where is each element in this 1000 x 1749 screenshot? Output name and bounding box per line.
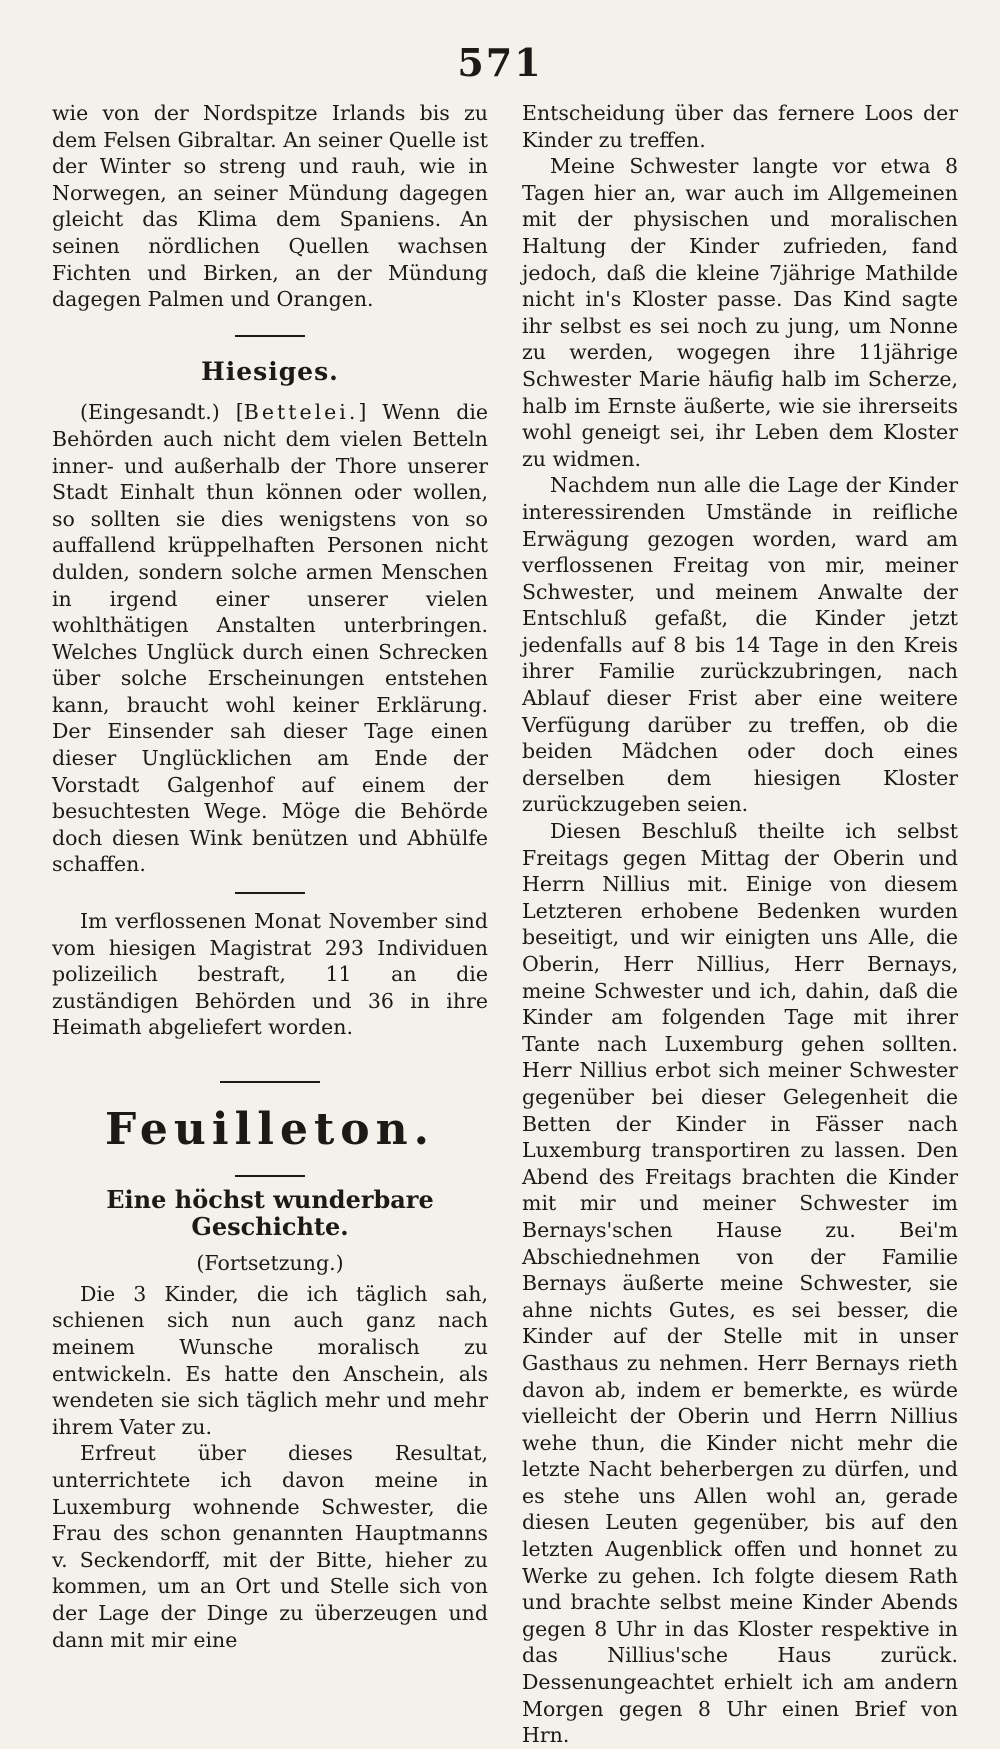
- section-divider: [220, 1081, 320, 1083]
- section-divider: [235, 1175, 305, 1177]
- police-report-paragraph: Im verflossenen Monat November sind vom hiesigen Magistrat 293 Individuen polizeilich bestraft, 11 an die zuständigen Behörden und 36 in ihre Heimath abgeliefert worden.: [52, 909, 488, 1040]
- beggary-text: ] Wenn die Behörden auch nicht dem vielen Betteln inner- und außerhalb der Thore unserer Stadt Einhalt thun können oder wollen, so sollten sie dies wenigstens von so auffallend krüppelhaften Personen nicht dulden, sondern solche armen Menschen in irgend einer unserer vielen wohlthätigen Anstalten unterbringen. Welches Unglück durch einen Schrecken über solche Erscheinungen entstehen kann, braucht wohl keiner Erklärung. Der Einsender sah dieser Tage einen dieser Unglücklichen am Ende der Vorstadt Galgenhof auf einem der besuchtesten Wege. Möge die Behörde doch diesen Wink benützen und Abhülfe schaffen.: [52, 400, 489, 877]
- section-divider: [235, 335, 305, 337]
- page-number: 571: [457, 40, 543, 85]
- beggary-lead: (Eingesandt.) [: [80, 400, 244, 425]
- local-news-heading: Hiesiges.: [201, 356, 339, 386]
- story-paragraph: Diesen Beschluß theilte ich selbst Freitags gegen Mittag der Oberin und Herrn Nillius mit. Einige von diesem Letzteren erhobene Bedenken wurden beseitigt, und wir einigten uns Alle, die Oberin, Herr Nillius, Herr Bernays, meine Schwester und ich, dahin, daß die Kinder am folgenden Tage mit ihrer Tante nach Luxemburg gehen sollten. Herr Nillius erbot sich meiner Schwester gegenüber bei dieser Gelegenheit die Betten der Kinder in Fässer nach Luxemburg transportiren zu lassen. Den Abend des Freitags brachten die Kinder mit mir und meiner Schwester im Bernays'schen Hause zu. Bei'm Abschiednehmen von der Familie Bernays äußerte meine Schwester, sie ahne nichts Gutes, es sei besser, die Kinder auf der Stelle mit in unser Gasthaus zu nehmen. Herr Bernays rieth davon ab, indem er bemerkte, es würde vielleicht der Oberin und Herrn Nillius wehe thun, die Kinder nicht mehr die letzte Nacht beherbergen zu dürfen, und es stehe uns Allen wohl an, gerade diesen Leuten gegenüber, bis auf den letzten Augenblick offen und honnet zu Werke zu gehen. Ich folgte diesem Rath und brachte selbst meine Kinder Abends gegen 8 Uhr in das Kloster respektive in das Nillius'sche Haus zurück. Dessenungeachtet erhielt ich am andern Morgen gegen 8 Uhr einen Brief von Hrn.: [522, 819, 958, 1748]
- story-paragraph: Entscheidung über das fernere Loos der Kinder zu treffen.: [522, 101, 958, 152]
- story-paragraph: Nachdem nun alle die Lage der Kinder interessirenden Umstände in reifliche Erwägung gezogen worden, ward am verflossenen Freitag von mir, meiner Schwester, und meinem Anwalte der Entschluß gefaßt, die Kinder jetzt jedenfalls auf 8 bis 14 Tage in den Kreis ihrer Familie zurückzubringen, nach Ablauf dieser Frist aber eine weitere Verfügung darüber zu treffen, ob die beiden Mädchen oder doch eines derselben dem hiesigen Kloster zurückzugeben seien.: [522, 473, 958, 817]
- story-title: Eine höchst wunderbare Geschichte.: [106, 1185, 434, 1241]
- left-column: [52, 100, 488, 1653]
- feuilleton-heading: Feuilleton.: [105, 1104, 435, 1155]
- story-paragraph: Die 3 Kinder, die ich täglich sah, schienen sich nun auch ganz nach meinem Wunsche moralisch zu entwickeln. Es hatte den Anschein, als wendeten sie sich täglich mehr und mehr ihrem Vater zu.: [52, 1281, 488, 1439]
- beggary-topic: Bettelei.: [243, 400, 359, 425]
- story-paragraph: Erfreut über dieses Resultat, unterrichtete ich davon meine in Luxemburg wohnende Schwester, die Frau des schon genannten Hauptmanns v. Seckendorff, mit der Bitte, hieher zu kommen, um an Ort und Stelle sich von der Lage der Dinge zu überzeugen und dann mit mir eine: [52, 1441, 488, 1652]
- geography-paragraph: wie von der Nordspitze Irlands bis zu dem Felsen Gibraltar. An seiner Quelle ist der Winter so streng und rauh, wie in Norwegen, an seiner Mündung dagegen gleicht das Klima dem Spaniens. An seinen nördlichen Quellen wachsen Fichten und Birken, an der Mündung dagegen Palmen und Orangen.: [52, 101, 488, 312]
- beggary-paragraph: [52, 399, 488, 878]
- continuation-note: (Fortsetzung.): [196, 1251, 344, 1276]
- right-column: [522, 100, 958, 1749]
- section-divider: [235, 892, 305, 894]
- story-paragraph: Meine Schwester langte vor etwa 8 Tagen hier an, war auch im Allgemeinen mit der physischen und moralischen Haltung der Kinder zufrieden, fand jedoch, daß die kleine 7jährige Mathilde nicht in's Kloster passe. Das Kind sagte ihr selbst es sei noch zu jung, um Nonne zu werden, wogegen ihre 11jährige Schwester Marie häufig halb im Scherze, halb im Ernste äußerte, wie sie ihrerseits wohl geneigt sei, ihr Leben dem Kloster zu widmen.: [522, 154, 958, 471]
